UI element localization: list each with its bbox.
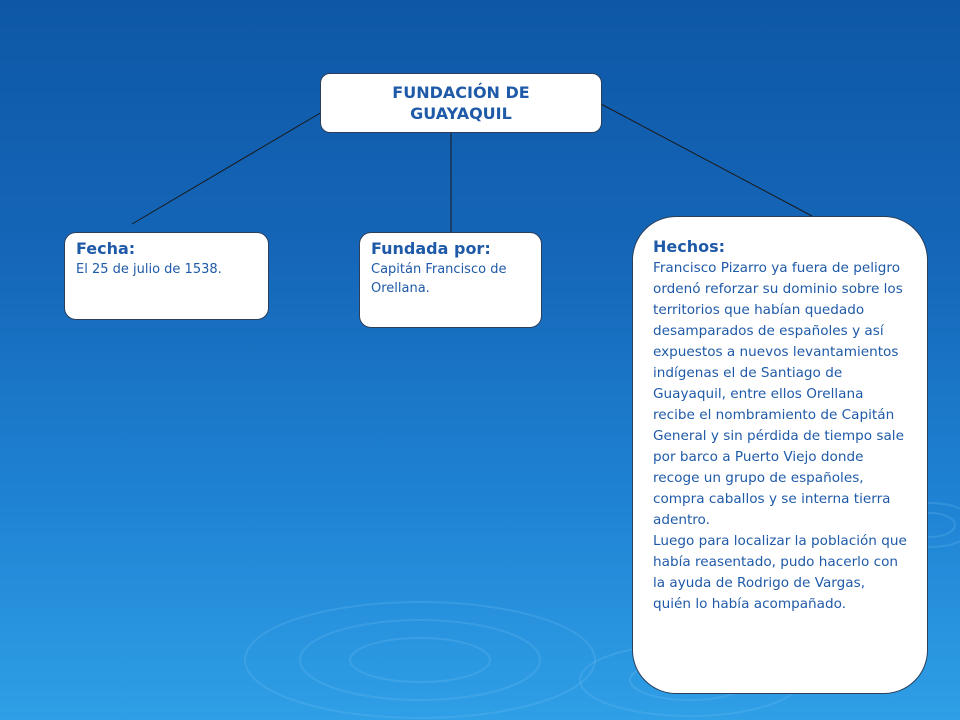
node-hechos (632, 216, 928, 694)
node-fundada-text: Capitán Francisco de Orellana. (371, 262, 507, 296)
node-fecha-title: Fecha: (76, 239, 136, 258)
root-node-label: FUNDACIÓN DE GUAYAQUIL (392, 83, 530, 123)
root-node-title (320, 73, 602, 133)
node-hechos-title: Hechos: (653, 237, 726, 256)
node-hechos-text-2: Luego para localizar la población que había reasentado, pudo hacerlo con la ayuda de Rodrigo de Vargas, quién lo había acompañado. (653, 533, 907, 612)
node-hechos-text: Francisco Pizarro ya fuera de peligro ordenó reforzar su dominio sobre los territorios que habían quedado desamparados de españoles y así expuestos a nuevos levantamientos indígenas el de Santiago de Guayaquil, entre ellos Orellana recibe el nombramiento de Capitán General y sin pérdida de tiempo sale por barco a Puerto Viejo donde recoge un grupo de españoles, compra caballos y se interna tierra adentro. (653, 260, 904, 528)
node-fundada-title: Fundada por: (371, 239, 491, 258)
node-fundada-por (359, 232, 542, 328)
node-fecha-text: El 25 de julio de 1538. (76, 262, 222, 277)
connector-root-fecha (132, 112, 322, 224)
node-fecha (64, 232, 269, 320)
connector-root-hechos (601, 104, 812, 216)
